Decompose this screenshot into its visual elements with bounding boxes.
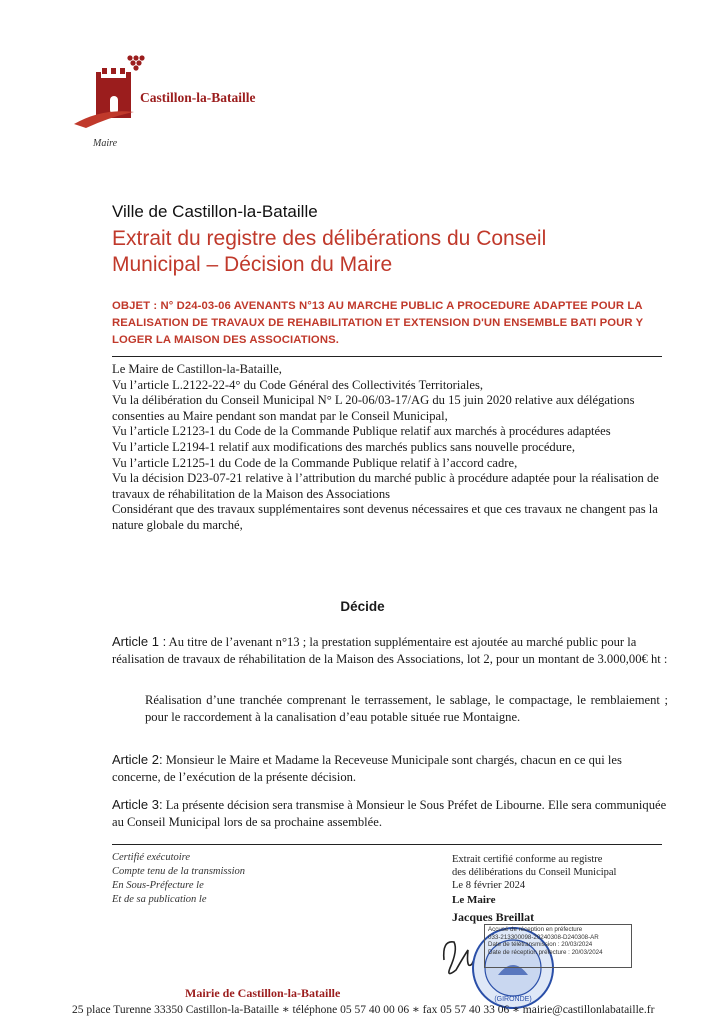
- receipt-line: Date de télétransmission : 20/03/2024: [488, 941, 593, 949]
- conformity-line: Extrait certifié conforme au registre: [452, 854, 603, 865]
- preamble-line: Le Maire de Castillon-la-Bataille,: [112, 362, 282, 376]
- article-3: [112, 797, 668, 830]
- preamble-line: Vu la décision D23-07-21 relative à l’attribution du marché public à procédure adaptée pour la réalisation de travaux de réhabilitation de la Maison des Associations: [112, 471, 659, 501]
- receipt-line: 033-213300098-20240308-D240308-AR: [488, 933, 599, 941]
- signer-title: Le Maire: [452, 894, 496, 906]
- article-2-text: Monsieur le Maire et Madame la Receveuse Municipale sont chargés, chacun en ce qui les concerne, de l’exécution de la présente décision.: [112, 753, 622, 784]
- document-title: Extrait du registre des délibérations du Conseil Municipal – Décision du Maire: [112, 227, 547, 276]
- town-name: Ville de Castillon-la-Bataille: [112, 202, 318, 221]
- footer-address: 25 place Turenne 33350 Castillon-la-Bataille ∗ téléphone 05 57 40 00 06 ∗ fax 05 57 40 33 06 ∗ mairie@castillonlabataille.fr: [72, 1004, 655, 1016]
- seal-text: (GIRONDE): [494, 996, 532, 1003]
- divider: [112, 356, 662, 357]
- footer-mairie: Mairie de Castillon-la-Bataille: [185, 986, 341, 1000]
- article-1: [112, 634, 668, 667]
- preamble-line: Vu l’article L.2122-22-4° du Code Général des Collectivités Territoriales,: [112, 377, 484, 392]
- certification-line: Et de sa publication le: [112, 894, 207, 905]
- preamble-line: Considérant que des travaux supplémentaires sont devenus nécessaires et que ces travaux ne changent pas la nature globale du marché,: [112, 502, 658, 532]
- preamble-line: Vu l’article L2123-1 du Code de la Commande Publique relatif aux marchés à procédures adaptées: [112, 424, 611, 439]
- conformity-line: Le 8 février 2024: [452, 880, 526, 891]
- article-2-label: Article 2:: [112, 752, 163, 767]
- conformity-line: des délibérations du Conseil Municipal: [452, 867, 617, 878]
- article-1-text: Au titre de l’avenant n°13 ; la prestation supplémentaire est ajoutée au marché public pour la réalisation de travaux de réhabilitation de la Maison des Associations, lot 2, pour un montant de 3.000,00€ ht :: [112, 635, 668, 666]
- receipt-line: Date de réception préfecture : 20/03/2024: [488, 948, 603, 956]
- preamble-line: Vu la délibération du Conseil Municipal N° L 20-06/03-17/AG du 15 juin 2020 relative aux délégations consenties au Maire pendant son mandat par le Conseil Municipal,: [112, 393, 635, 423]
- certification-line: Certifié exécutoire: [112, 852, 191, 863]
- article-3-label: Article 3:: [112, 797, 163, 812]
- prefecture-receipt: [488, 926, 628, 956]
- article-1-label: Article 1 :: [112, 634, 167, 649]
- preamble-line: Vu l’article L2194-1 relatif aux modifications des marchés publics sans nouvelle procédure,: [112, 439, 575, 454]
- decide-heading: Décide: [340, 599, 385, 614]
- article-2: [112, 752, 668, 785]
- preamble-line: Vu l’article L2125-1 du Code de la Commande Publique relatif à l’accord cadre,: [112, 455, 518, 470]
- receipt-line: Accusé de réception en préfecture: [488, 926, 583, 933]
- object-statement: OBJET : N° D24-03-06 AVENANTS N°13 AU MARCHE PUBLIC A PROCEDURE ADAPTEE POUR LA REALISATION DE TRAVAUX DE REHABILITATION ET EXTENSION D'UN ENSEMBLE BATI POUR Y LOGER LA MAISON DES ASSOCIATIONS.: [112, 300, 644, 346]
- certification-block: [112, 851, 245, 907]
- certification-line: Compte tenu de la transmission: [112, 866, 245, 877]
- brand-name: Castillon-la-Bataille: [140, 90, 256, 105]
- article-3-text: La présente décision sera transmise à Monsieur le Sous Préfet de Libourne. Elle sera communiquée au Conseil Municipal lors de sa prochaine assemblée.: [112, 798, 667, 829]
- conformity-block: [452, 853, 616, 892]
- article-1-detail: Réalisation d’une tranchée comprenant le terrassement, le sablage, le compactage, le remblaiement ; pour le raccordement à la canalisation d’eau potable située rue Montaigne.: [145, 693, 668, 724]
- preamble: [112, 362, 668, 534]
- mayor-label: Maire: [93, 138, 118, 149]
- divider: [112, 844, 662, 845]
- certification-line: En Sous-Préfecture le: [112, 880, 204, 891]
- signer-name: Jacques Breillat: [452, 910, 535, 924]
